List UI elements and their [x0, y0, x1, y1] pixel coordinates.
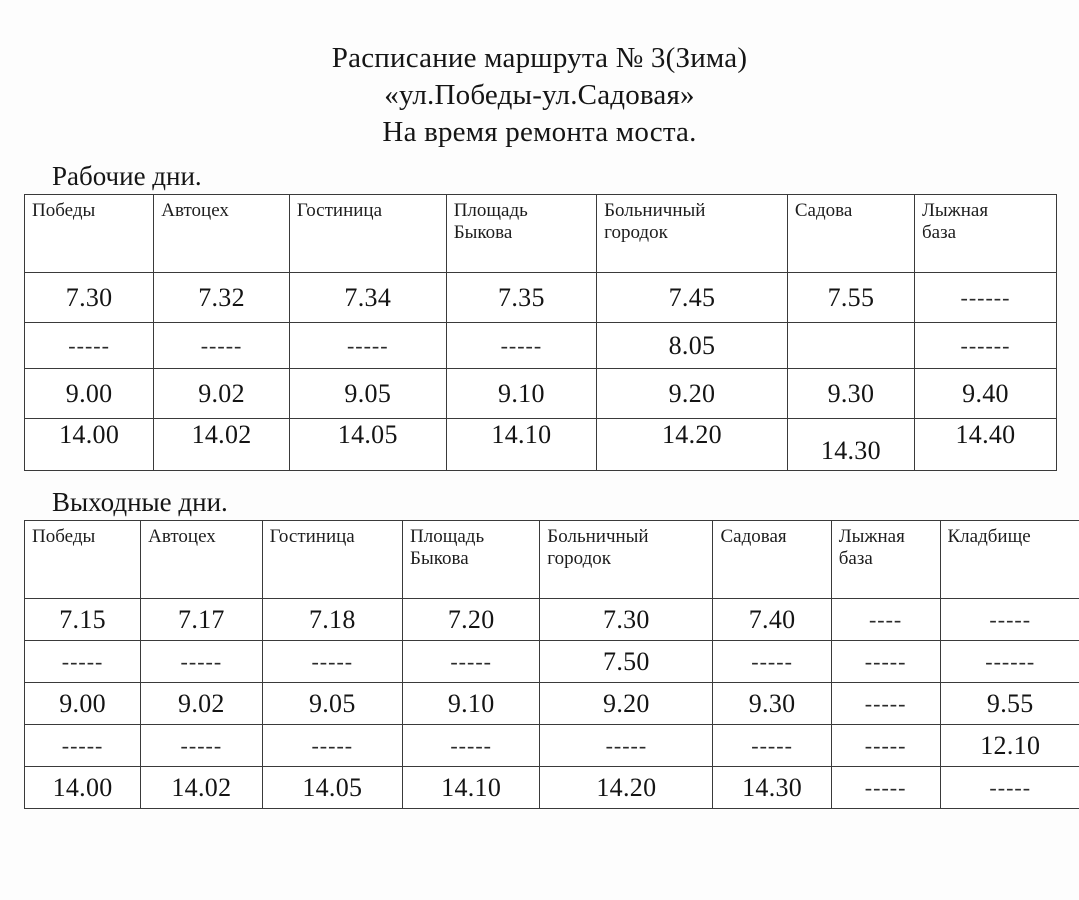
- time-cell: 9.20: [597, 369, 788, 419]
- time-cell-empty: -----: [262, 641, 402, 683]
- header-line-1: Садовая: [720, 526, 787, 548]
- time-cell-empty: -----: [713, 725, 831, 767]
- time-cell: 9.10: [446, 369, 596, 419]
- time-cell-empty: ------: [940, 641, 1079, 683]
- time-cell: 7.35: [446, 273, 596, 323]
- time-cell-empty: -----: [831, 683, 940, 725]
- time-cell-empty: -----: [25, 323, 154, 369]
- time-cell: 9.02: [154, 369, 290, 419]
- header-line-2: база: [838, 547, 873, 569]
- time-cell: 9.05: [289, 369, 446, 419]
- table-row: [25, 767, 1079, 809]
- header-line-1: Площадь: [453, 200, 528, 222]
- header-line-2: городок: [547, 547, 611, 569]
- time-cell-empty: ------: [914, 273, 1056, 323]
- header-line-1: Площадь: [410, 526, 485, 548]
- column-header: [914, 195, 1056, 273]
- column-header: [141, 521, 262, 599]
- table-row: [25, 419, 1057, 471]
- time-cell: 14.30: [787, 419, 914, 471]
- time-cell: 14.20: [540, 767, 713, 809]
- weekday-table-wrap: [0, 194, 1079, 471]
- time-cell-empty: -----: [141, 641, 262, 683]
- section-heading-weekend: Выходные дни.: [52, 487, 228, 518]
- header-line-1: Больничный: [604, 200, 706, 222]
- time-cell: 7.17: [141, 599, 262, 641]
- time-cell: 7.40: [713, 599, 831, 641]
- column-header: [831, 521, 940, 599]
- header-line-1: Гостиница: [269, 526, 355, 548]
- time-cell-empty: -----: [831, 641, 940, 683]
- time-cell: 9.05: [262, 683, 402, 725]
- document-title: [0, 0, 1079, 151]
- time-cell-empty: -----: [446, 323, 596, 369]
- time-cell: 9.10: [403, 683, 540, 725]
- time-cell: 14.05: [289, 419, 446, 471]
- time-cell-empty: -----: [940, 767, 1079, 809]
- table-row: [25, 323, 1057, 369]
- time-cell: 7.50: [540, 641, 713, 683]
- title-line-2: «ул.Победы-ул.Садовая»: [384, 79, 695, 112]
- time-cell-empty: -----: [154, 323, 290, 369]
- column-header: [289, 195, 446, 273]
- table-header-row: [25, 521, 1079, 599]
- time-cell: 7.34: [289, 273, 446, 323]
- column-header: [262, 521, 402, 599]
- time-cell-empty: -----: [831, 767, 940, 809]
- table-row: [25, 369, 1057, 419]
- time-cell: 9.20: [540, 683, 713, 725]
- header-line-1: Садова: [794, 200, 853, 222]
- header-line-2: база: [921, 221, 957, 243]
- time-cell: 8.05: [597, 323, 788, 369]
- time-cell: 7.45: [597, 273, 788, 323]
- time-cell: 9.30: [787, 369, 914, 419]
- time-cell: 14.05: [262, 767, 402, 809]
- time-cell: 14.10: [403, 767, 540, 809]
- column-header: [713, 521, 831, 599]
- time-cell: 14.40: [914, 419, 1056, 471]
- weekend-schedule-table: [24, 520, 1079, 809]
- header-line-2: Быкова: [453, 221, 513, 243]
- header-line-1: Лыжная: [921, 200, 989, 222]
- time-cell: 9.55: [940, 683, 1079, 725]
- header-line-1: Победы: [32, 526, 96, 548]
- time-cell: 14.20: [597, 419, 788, 471]
- table-row: [25, 599, 1079, 641]
- time-cell-empty: -----: [403, 641, 540, 683]
- time-cell: 9.30: [713, 683, 831, 725]
- time-cell-empty: -----: [540, 725, 713, 767]
- time-cell: 14.00: [25, 767, 141, 809]
- time-cell: 7.32: [154, 273, 290, 323]
- time-cell: 14.30: [713, 767, 831, 809]
- time-cell-empty: -----: [403, 725, 540, 767]
- time-cell: 7.30: [25, 273, 154, 323]
- column-header: [540, 521, 713, 599]
- column-header: [25, 521, 141, 599]
- table-row: [25, 273, 1057, 323]
- time-cell: 9.02: [141, 683, 262, 725]
- time-cell-empty: -----: [831, 725, 940, 767]
- header-line-1: Кладбище: [947, 526, 1031, 548]
- header-line-1: Победы: [32, 200, 96, 222]
- time-cell: 14.00: [25, 419, 154, 471]
- time-cell-empty: -----: [713, 641, 831, 683]
- header-line-1: Лыжная: [838, 526, 905, 548]
- header-line-1: Гостиница: [296, 200, 383, 222]
- time-cell-empty: ----: [831, 599, 940, 641]
- header-line-1: Автоцех: [161, 200, 229, 222]
- time-cell-empty: -----: [940, 599, 1079, 641]
- time-cell: 7.55: [787, 273, 914, 323]
- table-row: [25, 683, 1079, 725]
- table-row: [25, 725, 1079, 767]
- column-header: [154, 195, 290, 273]
- time-cell-empty: -----: [141, 725, 262, 767]
- time-cell-empty: -----: [262, 725, 402, 767]
- time-cell: 7.20: [403, 599, 540, 641]
- header-line-2: Быкова: [410, 547, 469, 569]
- time-cell: 12.10: [940, 725, 1079, 767]
- time-cell-empty: -----: [25, 725, 141, 767]
- section-heading-weekday: Рабочие дни.: [52, 161, 202, 192]
- header-line-2: городок: [604, 221, 668, 243]
- table-row: [25, 641, 1079, 683]
- time-cell: 9.00: [25, 369, 154, 419]
- time-cell: 14.10: [446, 419, 596, 471]
- header-line-1: Больничный: [547, 526, 649, 548]
- time-cell: 9.00: [25, 683, 141, 725]
- time-cell-empty: -----: [25, 641, 141, 683]
- table-header-row: [25, 195, 1057, 273]
- column-header: [446, 195, 596, 273]
- time-cell-empty: -----: [289, 323, 446, 369]
- weekend-table-wrap: [0, 520, 1079, 809]
- column-header: [597, 195, 788, 273]
- time-cell: 14.02: [154, 419, 290, 471]
- time-cell: 7.18: [262, 599, 402, 641]
- time-cell: 14.02: [141, 767, 262, 809]
- time-cell-blank: [787, 323, 914, 369]
- time-cell: 9.40: [914, 369, 1056, 419]
- column-header: [787, 195, 914, 273]
- column-header: [25, 195, 154, 273]
- column-header: [403, 521, 540, 599]
- title-line-1: Расписание маршрута № 3(Зима): [331, 42, 748, 74]
- title-line-3: На время ремонта моста.: [382, 116, 697, 149]
- time-cell-empty: ------: [914, 323, 1056, 369]
- time-cell: 7.15: [25, 599, 141, 641]
- weekday-schedule-table: [24, 194, 1057, 471]
- time-cell: 7.30: [540, 599, 713, 641]
- header-line-1: Автоцех: [148, 526, 216, 548]
- column-header: [940, 521, 1079, 599]
